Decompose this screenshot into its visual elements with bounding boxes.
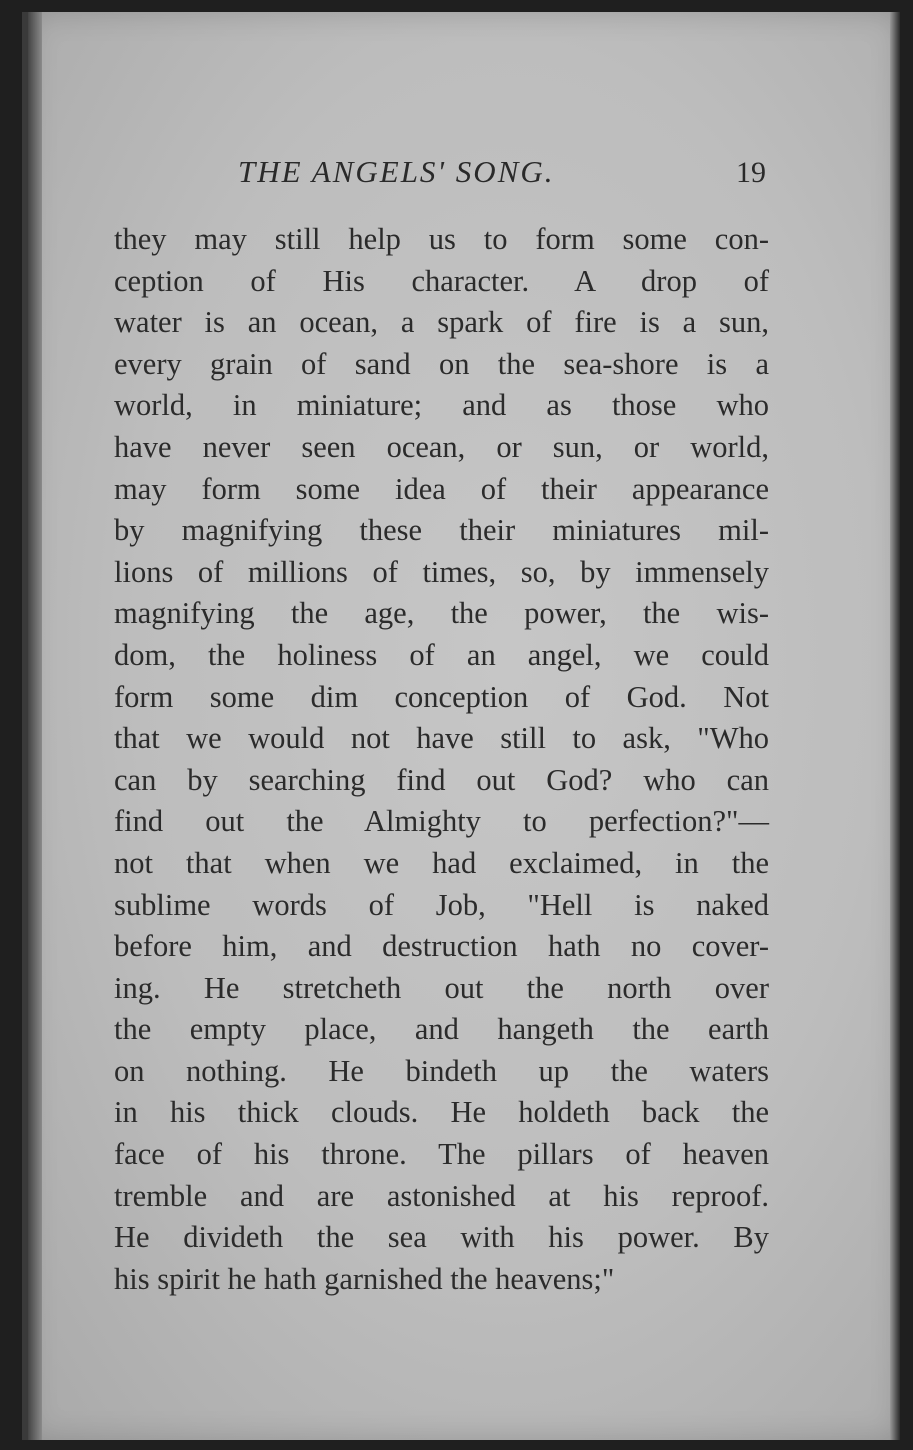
text-line: by magnifying these their miniatures mil-: [114, 513, 769, 548]
text-line: lions of millions of times, so, by immensely: [114, 554, 769, 589]
text-line: before him, and destruction hath no cover-: [114, 929, 769, 964]
page-number: 19: [736, 156, 766, 189]
running-header: [228, 154, 788, 198]
text-line: sublime words of Job, "Hell is naked: [114, 887, 769, 922]
text-line: can by searching find out God? who can: [114, 762, 769, 797]
text-line: find out the Almighty to perfection?"—: [114, 804, 769, 839]
body-text: [114, 219, 769, 1300]
book-page: [22, 12, 900, 1440]
text-line: they may still help us to form some con-: [114, 222, 769, 256]
text-line: have never seen ocean, or sun, or world,: [114, 429, 769, 464]
page-edge-shadow: [890, 12, 900, 1440]
text-line: every grain of sand on the sea-shore is a: [114, 346, 769, 381]
text-line: ception of His character. A drop of: [114, 263, 769, 298]
text-line: on nothing. He bindeth up the waters: [114, 1053, 769, 1088]
text-line: water is an ocean, a spark of fire is a sun,: [114, 305, 769, 340]
text-line: He divideth the sea with his power. By: [114, 1220, 769, 1255]
text-line: ing. He stretcheth out the north over: [114, 970, 769, 1005]
text-line: in his thick clouds. He holdeth back the: [114, 1095, 769, 1130]
text-line: that we would not have still to ask, "Who: [114, 721, 769, 756]
text-line: the empty place, and hangeth the earth: [114, 1012, 769, 1047]
text-line: may form some idea of their appearance: [114, 471, 769, 506]
text-line: tremble and are astonished at his reproof.: [114, 1178, 769, 1213]
text-line: dom, the holiness of an angel, we could: [114, 637, 769, 672]
text-line: his spirit he hath garnished the heavens;": [114, 1261, 615, 1296]
text-line: magnifying the age, the power, the wis-: [114, 596, 769, 631]
text-line: face of his throne. The pillars of heaven: [114, 1137, 769, 1172]
text-line: form some dim conception of God. Not: [114, 679, 769, 714]
text-line: not that when we had exclaimed, in the: [114, 845, 769, 880]
text-line: world, in miniature; and as those who: [114, 388, 769, 423]
running-title: THE ANGELS' SONG.: [238, 154, 555, 189]
book-spine-shadow: [28, 12, 42, 1440]
